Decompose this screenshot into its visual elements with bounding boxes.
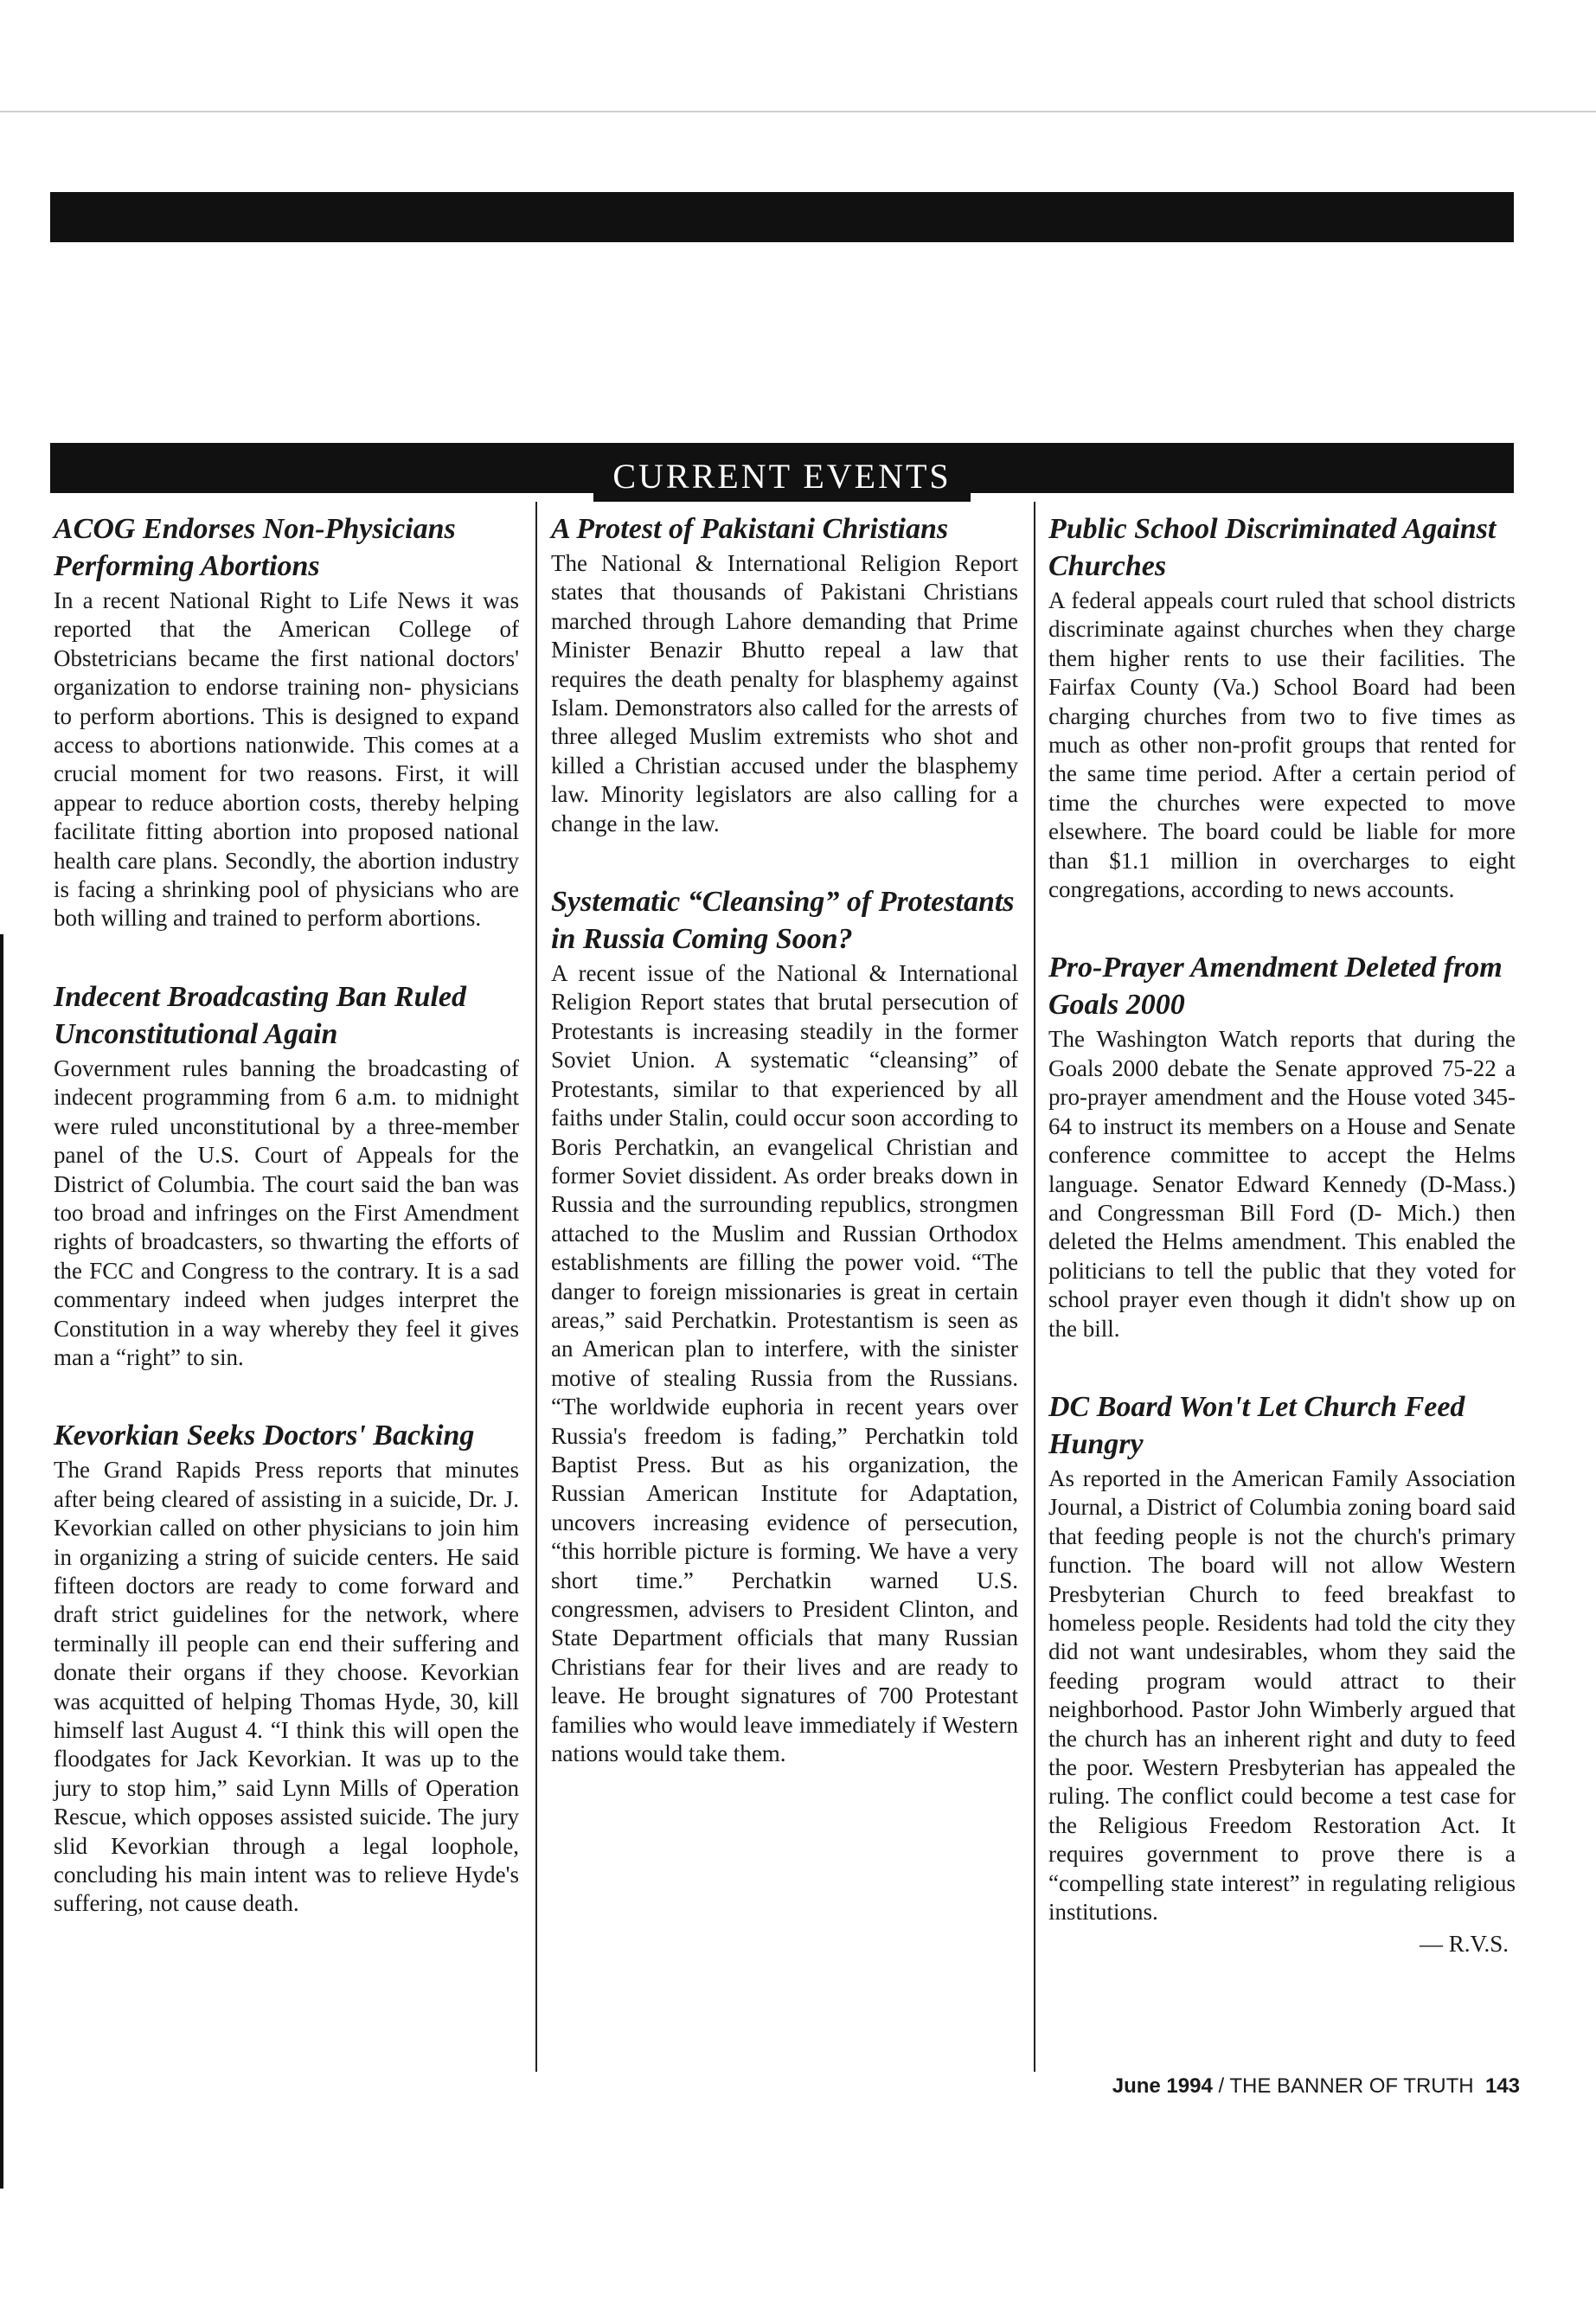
article-pakistani-christians [551, 510, 1018, 838]
article-kevorkian [54, 1417, 519, 1919]
article-body: A recent issue of the National & International Religion Report states that brutal persecution of Protestants is increasing steadily in the former Soviet Union. A systematic “cleansing” of Protestants, similar to that experienced by all faiths under Stalin, could occur soon according to Boris Perchatkin, an evangelical Christian and former Soviet dissident. As order breaks down in Russia and the surrounding republics, strongmen attached to the Muslim and Russian Orthodox establishments are filling the power void. “The danger to foreign missionaries is great in certain areas,” said Perchatkin. Protestantism is seen as an American plan to interfere, with the sinister motive of stealing Russia from the Russians. “The worldwide euphoria in recent years over Russia's freedom is fading,” Perchatkin told Baptist Press. But as his organization, the Russian American Institute for Adaptation, uncovers increasing evidence of persecution, “this horrible picture is forming. We have a very short time.” Perchatkin warned U.S. congressmen, advisers to President Clinton, and State Department officials that many Russian Christians fear for their lives and are ready to leave. He brought signatures of 700 Protestant families who would leave immediately if Western nations would take them. [551, 960, 1018, 1767]
article-acog [54, 510, 519, 933]
article-dc-board [1048, 1388, 1516, 1962]
page-top-rule [0, 111, 1596, 112]
section-title: CURRENT EVENTS [593, 452, 970, 502]
article-headline: Public School Discriminated Against Churches [1048, 513, 1497, 582]
article-russia-cleansing [551, 883, 1018, 1768]
column-3 [1048, 510, 1516, 1961]
article-body: Government rules banning the broadcasting of indecent programming from 6 a.m. to midnight were ruled unconstitutional by a three-member panel of the U.S. Court of Appeals for the District of Columbia. The court said the ban was too broad and infringes on the First Amendment rights of broadcasters, so thwarting the efforts of the FCC and Congress to the contrary. It is a sad commentary indeed when judges interpret the Constitution in a way whereby they feel it gives man a “right” to sin. [54, 1054, 519, 1370]
header-bar [50, 192, 1514, 242]
column-divider [535, 502, 537, 2072]
article-headline: A Protest of Pakistani Christians [551, 513, 949, 545]
footer-page-number: 143 [1484, 2074, 1520, 2098]
article-indecent-broadcasting [54, 978, 519, 1372]
section-banner [50, 443, 1514, 496]
article-signature: — R.V.S. [1419, 1931, 1509, 1958]
article-headline: ACOG Endorses Non-Physicians Performing Abortions [54, 513, 456, 582]
article-body: The National & International Religion Report states that thousands of Pakistani Christians marched through Lahore demanding that Prime Minister Benazir Bhutto repeal a law that requires the death penalty for blasphemy against Islam. Demonstrators also called for the arrests of three alleged Muslim extremists who shot and killed a Christian accused under the blasphemy law. Minority legislators are also calling for a change in the law. [551, 550, 1018, 836]
footer-date: June 1994 [1112, 2074, 1213, 2098]
article-body: As reported in the American Family Association Journal, a District of Columbia zoning board said that feeding people is not the church's primary function. The board will not allow Western Presbyterian Church to feed breakfast to homeless people. Residents had told the city they did not want undesirables, whom they said the feeding program would attract to their neighborhood. Pastor John Wimberly argued that the church has an inherent right and duty to feed the poor. Western Presbyterian has appealed the ruling. The conflict could become a test case for the Religious Freedom Restoration Act. It requires government to prove there is a “compelling state interest” in regulating religious institutions. [1048, 1465, 1516, 1926]
column-divider [1034, 502, 1035, 2072]
article-headline: DC Board Won't Let Church Feed Hungry [1048, 1390, 1465, 1460]
column-2 [551, 510, 1018, 1813]
footer-separator: / [1212, 2074, 1230, 2098]
article-headline: Indecent Broadcasting Ban Ruled Unconstitutional Again [54, 980, 467, 1050]
scan-edge [0, 934, 3, 2189]
article-pro-prayer [1048, 949, 1516, 1343]
page-footer [1112, 2074, 1520, 2099]
article-body: The Grand Rapids Press reports that minutes after being cleared of assisting in a suicide, Dr. J. Kevorkian called on other physicians to join him in organizing a string of suicide centers. He said fifteen doctors are ready to come forward and draft strict guidelines for the network, where terminally ill people can end their suffering and donate their organs if they choose. Kevorkian was acquitted of helping Thomas Hyde, 30, kill himself last August 4. “I think this will open the floodgates for Jack Kevorkian. It was up to the jury to stop him,” said Lynn Mills of Operation Rescue, which opposes assisted suicide. The jury slid Kevorkian through a legal loophole, concluding his main intent was to relieve Hyde's suffering, not cause death. [54, 1457, 519, 1917]
article-body: A federal appeals court ruled that school districts discriminate against churches when they charge them higher rents to use their facilities. The Fairfax County (Va.) School Board had been charging churches from two to five times as much as other non-profit groups that rented for the same time period. After a certain period of time the churches were expected to move elsewhere. The board could be liable for more than $1.1 million in overcharges to eight congregations, according to news accounts. [1048, 587, 1516, 903]
article-public-school [1048, 510, 1516, 904]
footer-publication: THE BANNER OF TRUTH [1229, 2074, 1474, 2098]
article-headline: Kevorkian Seeks Doctors' Backing [54, 1420, 475, 1452]
article-headline: Systematic “Cleansing” of Protestants in Russia Coming Soon? [551, 886, 1015, 956]
column-1 [54, 510, 519, 1964]
article-body: The Washington Watch reports that during the Goals 2000 debate the Senate approved 75-22 a pro-prayer amendment and the House voted 345-64 to instruct its members on a House and Senate conference committee to accept the Helms language. Senator Edward Kennedy (D-Mass.) and Congressman Bill Ford (D- Mich.) then deleted the Helms amendment. This enabled the politicians to tell the public that they voted for school prayer even though it didn't show up on the bill. [1048, 1026, 1516, 1342]
article-body: In a recent National Right to Life News it was reported that the American College of Obstetricians became the first national doctors' organization to endorse training non- physicians to perform abortions. This is designed to expand access to abortions nationwide. This comes at a crucial moment for two reasons. First, it will appear to reduce abortion costs, thereby helping facilitate fitting abortion into proposed national health care plans. Secondly, the abortion industry is facing a shrinking pool of physicians who are both willing and trained to perform abortions. [54, 587, 519, 932]
article-headline: Pro-Prayer Amendment Deleted from Goals 2000 [1048, 952, 1503, 1022]
